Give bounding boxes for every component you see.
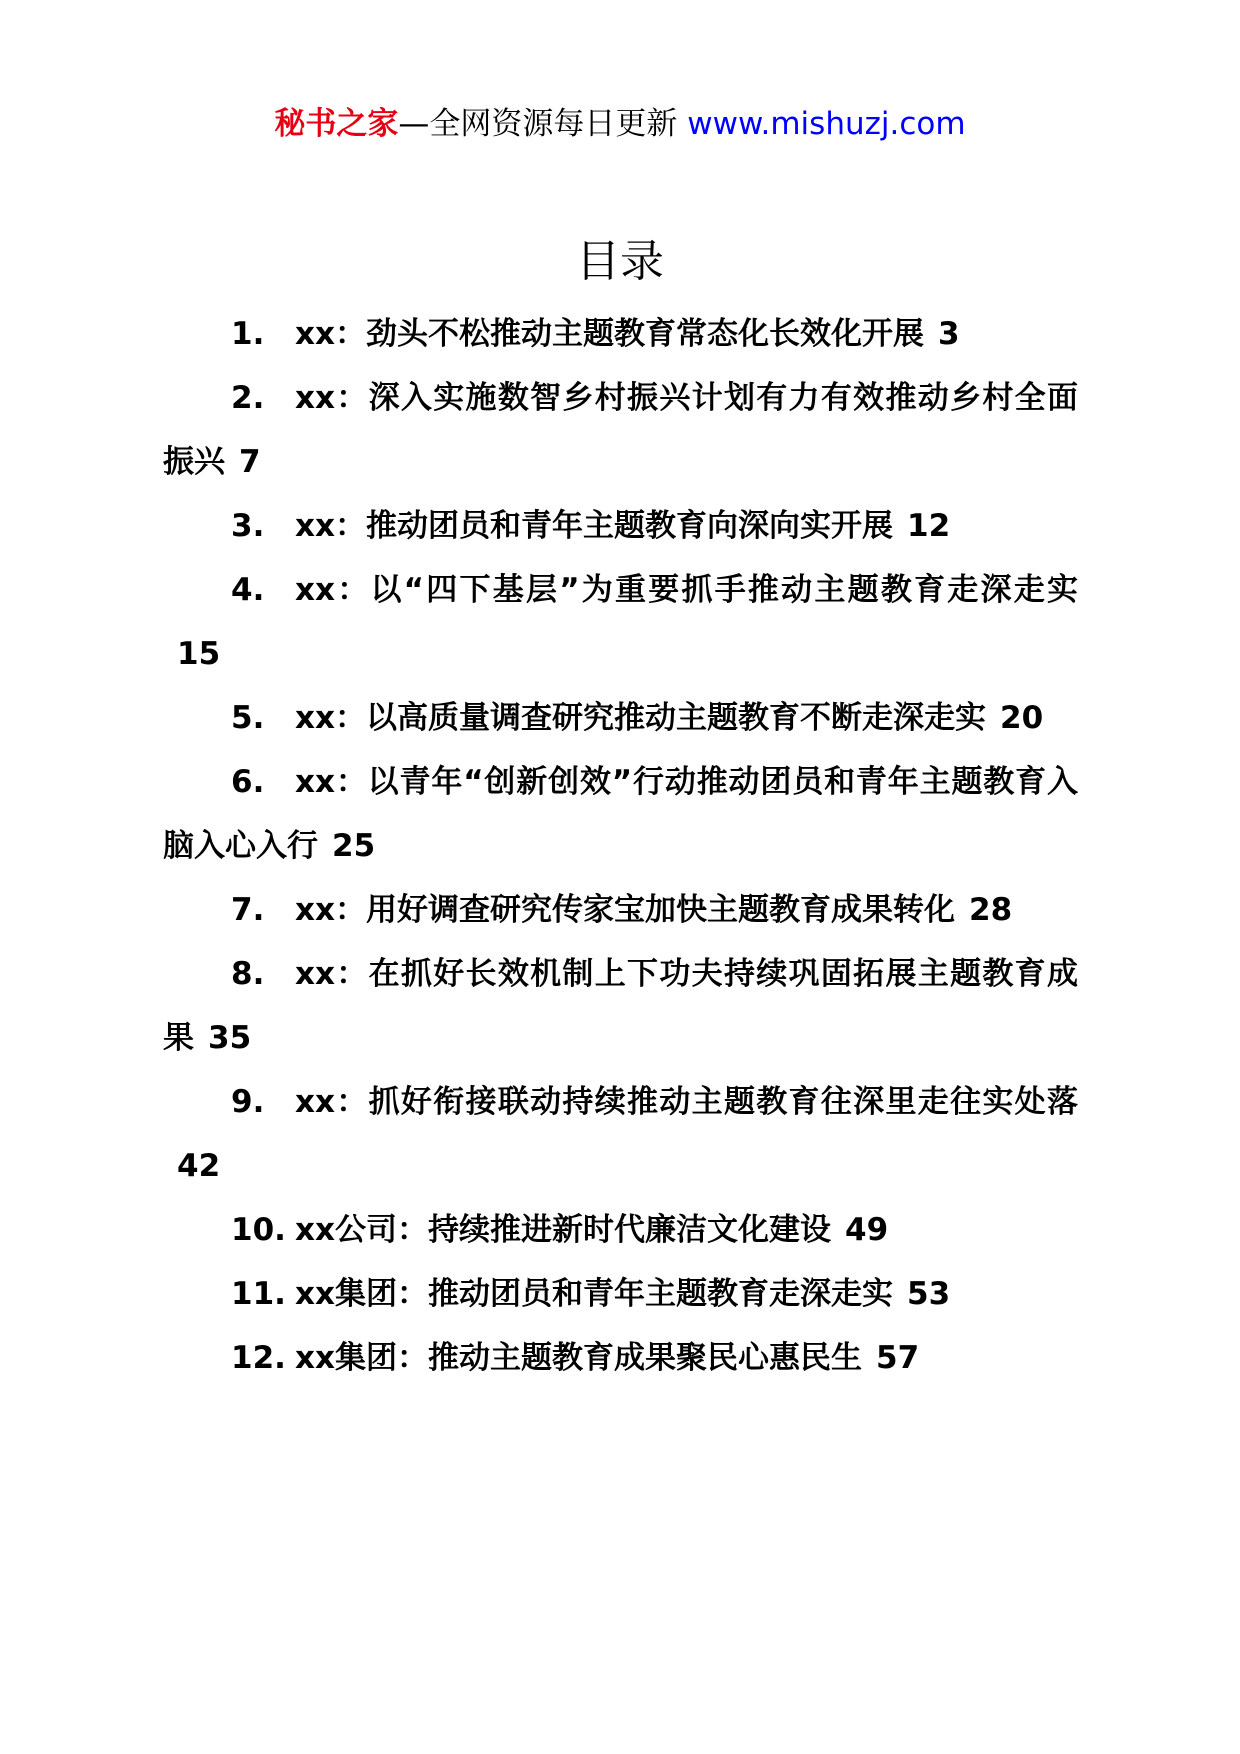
toc-entry-4[interactable]	[163, 558, 1078, 686]
toc-entry-text: xx：以青年“创新创效”行动推动团员和青年主题教育入脑入心入行	[163, 764, 1078, 864]
toc-entry-number: 5.	[231, 700, 265, 736]
toc-entry-page: 15	[177, 636, 221, 672]
toc-entry-page: 7	[239, 444, 261, 480]
toc-entry-page: 35	[208, 1020, 252, 1056]
toc-entry-number: 7.	[231, 892, 265, 928]
toc-entry-page: 42	[177, 1148, 221, 1184]
page-header	[0, 100, 1240, 148]
toc-entry-number: 12.	[231, 1340, 286, 1376]
toc-entry-12[interactable]	[163, 1326, 1078, 1390]
toc-entry-text: xx：劲头不松推动主题教育常态化长效化开展	[295, 316, 924, 352]
toc-entry-text: xx公司：持续推进新时代廉洁文化建设	[295, 1212, 831, 1248]
toc-entry-text: xx：以高质量调查研究推动主题教育不断走深走实	[295, 700, 986, 736]
toc-entry-text: xx集团：推动团员和青年主题教育走深走实	[295, 1276, 893, 1312]
toc-entry-number: 6.	[231, 764, 265, 800]
toc-entry-5[interactable]	[163, 686, 1078, 750]
toc-entry-text: xx：用好调查研究传家宝加快主题教育成果转化	[295, 892, 955, 928]
toc-entry-6[interactable]	[163, 750, 1078, 878]
toc-entry-number: 9.	[231, 1084, 265, 1120]
toc-entry-text: xx：深入实施数智乡村振兴计划有力有效推动乡村全面振兴	[163, 380, 1078, 480]
toc-entry-1[interactable]	[163, 302, 1078, 366]
table-of-contents	[163, 302, 1078, 1390]
toc-entry-page: 57	[876, 1340, 920, 1376]
toc-title: 目录	[576, 236, 664, 287]
toc-entry-number: 10.	[231, 1212, 286, 1248]
website-link[interactable]: www.mishuzj.com	[687, 106, 966, 142]
toc-entry-9[interactable]	[163, 1070, 1078, 1198]
toc-entry-page: 28	[969, 892, 1013, 928]
toc-entry-number: 4.	[231, 572, 265, 608]
toc-entry-number: 1.	[231, 316, 265, 352]
toc-entry-text: xx：在抓好长效机制上下功夫持续巩固拓展主题教育成果	[163, 956, 1078, 1056]
toc-entry-11[interactable]	[163, 1262, 1078, 1326]
toc-entry-text: xx：抓好衔接联动持续推动主题教育往深里走往实处落	[295, 1084, 1078, 1120]
toc-entry-number: 2.	[231, 380, 265, 416]
toc-entry-text: xx集团：推动主题教育成果聚民心惠民生	[295, 1340, 862, 1376]
toc-entry-page: 25	[332, 828, 376, 864]
toc-entry-2[interactable]	[163, 366, 1078, 494]
toc-entry-10[interactable]	[163, 1198, 1078, 1262]
toc-entry-page: 20	[1000, 700, 1044, 736]
toc-entry-7[interactable]	[163, 878, 1078, 942]
toc-entry-page: 12	[907, 508, 951, 544]
toc-entry-page: 53	[907, 1276, 951, 1312]
toc-entry-8[interactable]	[163, 942, 1078, 1070]
toc-entry-text: xx：以“四下基层”为重要抓手推动主题教育走深走实	[295, 572, 1078, 608]
toc-entry-number: 11.	[231, 1276, 286, 1312]
toc-entry-text: xx：推动团员和青年主题教育向深向实开展	[295, 508, 893, 544]
brand-name: 秘书之家	[274, 106, 399, 142]
toc-entry-number: 8.	[231, 956, 265, 992]
toc-entry-3[interactable]	[163, 494, 1078, 558]
toc-entry-number: 3.	[231, 508, 265, 544]
header-tagline: —全网资源每日更新	[398, 106, 688, 142]
toc-entry-page: 3	[938, 316, 960, 352]
toc-entry-page: 49	[845, 1212, 889, 1248]
